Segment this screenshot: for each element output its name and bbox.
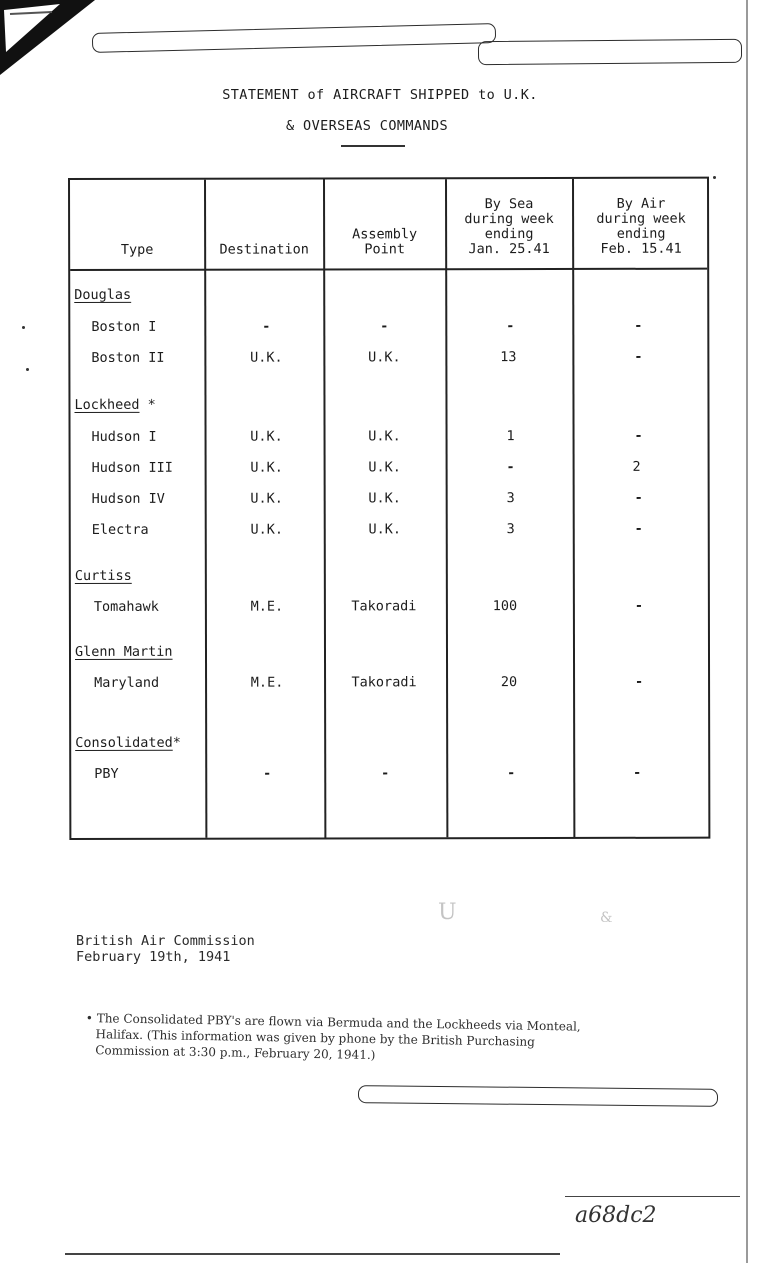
- row-type: Tomahawk: [93, 598, 159, 615]
- row-type: Hudson III: [91, 459, 173, 476]
- row-assembly: Takoradi: [351, 674, 417, 691]
- row-type: Hudson IV: [91, 490, 165, 507]
- footnote-line: • The Consolidated PBY's are flown via Bermuda and the Lockheeds via Monteal,: [85, 1010, 581, 1034]
- column-divider: [204, 180, 207, 838]
- row-destination: -: [262, 318, 271, 335]
- row-assembly: -: [380, 318, 389, 335]
- row-by-air: -: [634, 317, 643, 334]
- row-type: Electra: [91, 521, 149, 538]
- row-destination: U.K.: [250, 521, 284, 538]
- scan-speck: [22, 326, 25, 329]
- header-type: Type: [120, 241, 154, 258]
- row-type: Boston I: [91, 318, 157, 335]
- header-by-sea: By Sea during week ending Jan. 25.41: [464, 196, 554, 258]
- row-by-air: -: [634, 489, 643, 506]
- manufacturer-curtiss: Curtiss: [74, 567, 132, 584]
- footnote: [85, 1010, 666, 1068]
- row-by-sea: 3: [506, 490, 515, 507]
- row-assembly: U.K.: [368, 428, 401, 445]
- row-assembly: U.K.: [368, 521, 402, 538]
- row-by-sea: -: [506, 318, 515, 335]
- page-title: STATEMENT of AIRCRAFT SHIPPED to U.K.: [222, 87, 538, 103]
- row-by-sea: 13: [500, 349, 517, 366]
- footnote-bullet: •: [85, 1010, 94, 1026]
- row-destination: U.K.: [250, 428, 283, 445]
- row-by-air: 2: [632, 458, 641, 475]
- row-by-air: -: [633, 764, 642, 781]
- footnote-line: Commission at 3:30 p.m., February 20, 1941.): [95, 1043, 376, 1063]
- scan-speck: [713, 176, 716, 179]
- footnote-line: Halifax. (This information was given by phone by the British Purchasing: [95, 1027, 536, 1049]
- page-subtitle: & OVERSEAS COMMANDS: [285, 118, 449, 134]
- header-by-air: By Air during week ending Feb. 15.41: [596, 195, 686, 257]
- row-destination: U.K.: [250, 459, 283, 476]
- manufacturer-lockheed: Lockheed *: [74, 396, 156, 413]
- faint-stamp: U: [438, 900, 459, 925]
- archive-rule: [565, 1196, 740, 1197]
- header-destination: Destination: [219, 241, 309, 258]
- row-by-sea: 20: [500, 674, 518, 691]
- row-destination: M.E.: [250, 598, 284, 615]
- signature-date: February 19th, 1941: [76, 949, 231, 965]
- row-by-air: -: [634, 597, 643, 614]
- row-by-sea: -: [506, 459, 515, 476]
- redaction-mark-bottom: [358, 1085, 718, 1107]
- signature-organization: British Air Commission: [76, 933, 255, 949]
- row-destination: U.K.: [250, 349, 283, 366]
- aircraft-shipment-table: [68, 177, 710, 840]
- row-destination: M.E.: [250, 674, 284, 691]
- row-destination: -: [263, 765, 272, 782]
- header-assembly-point: Assembly Point: [352, 226, 418, 258]
- row-assembly: U.K.: [368, 459, 401, 476]
- faint-stamp: &: [600, 910, 615, 926]
- column-divider: [445, 179, 448, 837]
- row-assembly: -: [381, 765, 390, 782]
- page-bottom-rule: [65, 1253, 560, 1255]
- row-assembly: U.K.: [368, 349, 401, 366]
- manufacturer-glenn-martin: Glenn Martin: [74, 643, 173, 660]
- row-by-air: -: [634, 520, 643, 537]
- row-assembly: Takoradi: [351, 598, 417, 615]
- row-by-sea: 100: [492, 598, 518, 615]
- row-type: Boston II: [91, 349, 165, 366]
- row-by-sea: 1: [506, 428, 515, 445]
- page-edge-line: [746, 0, 748, 1263]
- row-by-sea: 3: [506, 521, 515, 538]
- row-by-air: -: [634, 427, 643, 444]
- manufacturer-consolidated: Consolidated*: [75, 734, 181, 751]
- row-by-air: -: [634, 348, 643, 365]
- row-destination: U.K.: [250, 490, 283, 507]
- title-underline: [341, 145, 405, 147]
- scan-speck: [26, 368, 29, 371]
- column-divider: [323, 179, 326, 837]
- row-type: Hudson I: [91, 428, 157, 445]
- column-divider: [572, 179, 575, 837]
- row-by-air: -: [634, 673, 644, 690]
- signature-block: [76, 933, 255, 965]
- archive-mark: a68dc2: [575, 1203, 657, 1228]
- row-type: Maryland: [94, 674, 160, 691]
- row-assembly: U.K.: [368, 490, 401, 507]
- row-by-sea: -: [507, 765, 516, 782]
- row-type: PBY: [94, 765, 119, 782]
- redaction-mark-top-left: [92, 23, 496, 53]
- redaction-mark-top-right: [478, 39, 742, 65]
- manufacturer-douglas: Douglas: [74, 286, 132, 303]
- corner-fold-mark: [0, 0, 95, 75]
